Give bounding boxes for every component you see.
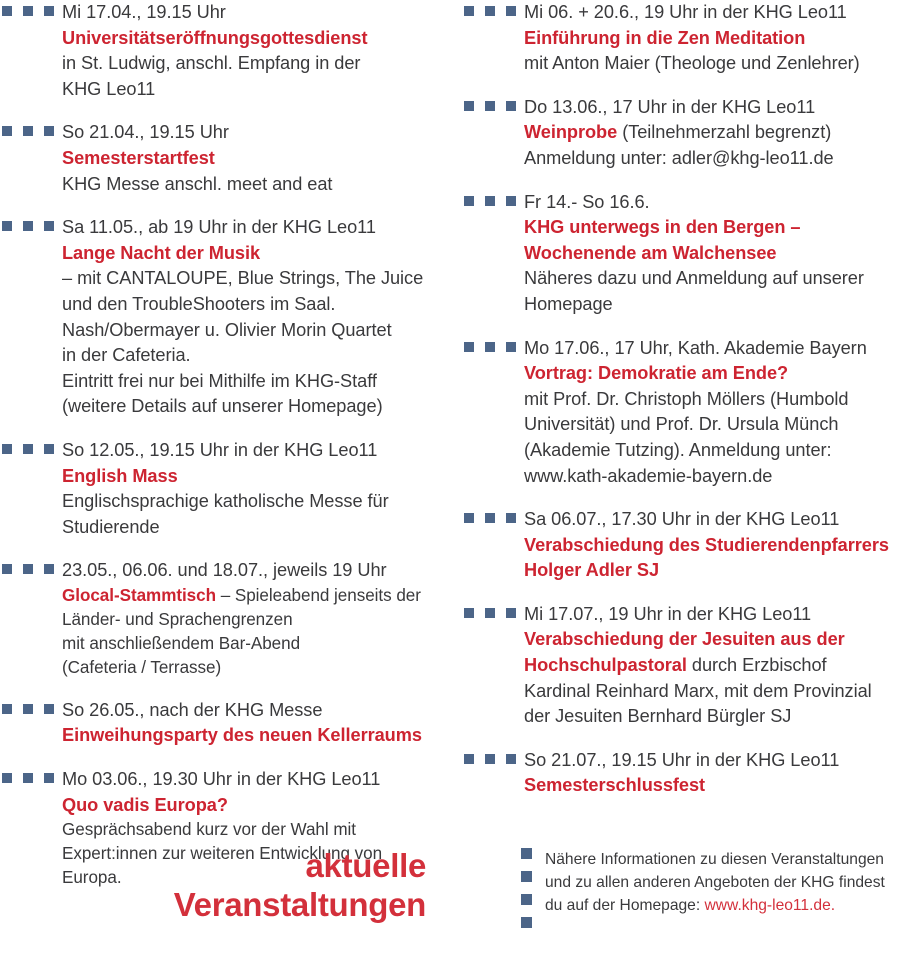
event-datetime: Mi 17.04., 19.15 Uhr bbox=[62, 2, 226, 22]
event-entry bbox=[2, 698, 440, 749]
bullet-squares-icon bbox=[464, 196, 516, 206]
event-detail: (Cafeteria / Terrasse) bbox=[62, 657, 222, 677]
event-title: Quo vadis Europa? bbox=[62, 794, 228, 815]
event-detail: in St. Ludwig, anschl. Empfang in der bbox=[62, 53, 361, 74]
event-entry bbox=[464, 336, 900, 490]
event-detail: und den TroubleShooters im Saal. bbox=[62, 293, 336, 314]
event-datetime: So 21.04., 19.15 Uhr bbox=[62, 122, 229, 143]
event-detail: mit Anton Maier (Theologe und Zenlehrer) bbox=[524, 53, 860, 74]
event-entry bbox=[2, 558, 440, 680]
event-title: Einweihungsparty des neuen Kellerraums bbox=[62, 725, 422, 746]
event-datetime: Mo 17.06., 17 Uhr, Kath. Akademie Bayern bbox=[524, 337, 867, 358]
footer-note bbox=[521, 848, 893, 917]
event-entry bbox=[464, 602, 900, 730]
bullet-squares-icon bbox=[464, 6, 516, 16]
event-datetime: Do 13.06., 17 Uhr in der KHG Leo11 bbox=[524, 96, 816, 117]
event-title: Weinprobe bbox=[524, 122, 618, 143]
bullet-squares-icon bbox=[464, 101, 516, 111]
event-detail: Expert:innen zur weiteren Entwicklung von bbox=[62, 844, 383, 864]
event-datetime: Sa 06.07., 17.30 Uhr in der KHG Leo11 bbox=[524, 509, 840, 530]
event-detail: www.kath-akademie-bayern.de bbox=[524, 465, 773, 486]
bullet-squares-icon bbox=[2, 6, 54, 16]
page-title-line1: aktuelle bbox=[305, 847, 426, 884]
event-entry bbox=[2, 438, 440, 540]
event-detail: mit anschließendem Bar-Abend bbox=[62, 633, 301, 653]
event-detail: Länder- und Sprachengrenzen bbox=[62, 609, 293, 629]
event-detail: Näheres dazu und Anmeldung auf unserer bbox=[524, 268, 864, 289]
bullet-squares-icon bbox=[464, 342, 516, 352]
event-detail: Nash/Obermayer u. Olivier Morin Quartet bbox=[62, 319, 392, 340]
bullet-squares-icon bbox=[464, 608, 516, 618]
page-title bbox=[0, 846, 426, 924]
event-detail: in der Cafeteria. bbox=[62, 345, 191, 366]
bullet-squares-icon bbox=[2, 564, 54, 574]
event-title-suffix: (Teilnehmerzahl begrenzt) bbox=[617, 122, 832, 143]
event-title-row bbox=[524, 120, 900, 146]
event-detail: Europa. bbox=[62, 868, 122, 888]
event-entry bbox=[464, 748, 900, 799]
event-entry bbox=[2, 215, 440, 420]
bullet-squares-icon bbox=[2, 704, 54, 714]
event-detail: Studierende bbox=[62, 516, 160, 537]
bullet-squares-icon bbox=[2, 444, 54, 454]
event-title-line2: Holger Adler SJ bbox=[524, 560, 660, 581]
event-entry bbox=[464, 0, 900, 77]
event-detail: Englischsprachige katholische Messe für bbox=[62, 491, 389, 512]
footer-note-line: und zu allen anderen Angeboten der KHG findest bbox=[545, 874, 885, 891]
events-column-left bbox=[2, 0, 440, 908]
event-title-line2: Wochenende am Walchensee bbox=[524, 242, 777, 263]
event-title: Semesterstartfest bbox=[62, 147, 215, 168]
event-entry bbox=[464, 507, 900, 584]
event-title: Vortrag: Demokratie am Ende? bbox=[524, 363, 789, 384]
bullet-squares-icon bbox=[464, 754, 516, 764]
event-detail: der Jesuiten Bernhard Bürgler SJ bbox=[524, 706, 792, 727]
bullet-squares-icon bbox=[2, 773, 54, 783]
event-detail: Homepage bbox=[524, 293, 613, 314]
event-datetime: Sa 11.05., ab 19 Uhr in der KHG Leo11 bbox=[62, 217, 376, 238]
event-detail: Kardinal Reinhard Marx, mit dem Provinzial bbox=[524, 680, 872, 701]
event-title: Glocal-Stammtisch bbox=[62, 585, 216, 605]
event-detail: Gesprächsabend kurz vor der Wahl mit bbox=[62, 820, 356, 840]
event-title: Universitätseröffnungsgottesdienst bbox=[62, 27, 368, 48]
event-detail: KHG Messe anschl. meet and eat bbox=[62, 173, 333, 194]
footer-note-prefix: du auf der Homepage: bbox=[545, 897, 705, 914]
bullet-squares-icon bbox=[464, 513, 516, 523]
event-datetime: 23.05., 06.06. und 18.07., jeweils 19 Uhr bbox=[62, 560, 387, 581]
event-title: Verabschiedung der Jesuiten aus der bbox=[524, 629, 845, 650]
event-title: Semesterschlussfest bbox=[524, 775, 706, 796]
bullet-squares-vertical-icon bbox=[521, 848, 533, 940]
event-detail: Universität) und Prof. Dr. Ursula Münch bbox=[524, 414, 839, 435]
event-title: Verabschiedung des Studierendenpfarrers bbox=[524, 534, 889, 555]
footer-note-line: Nähere Informationen zu diesen Veranstaltungen bbox=[545, 851, 884, 868]
event-title-suffix: durch Erzbischof bbox=[686, 655, 827, 676]
event-entry bbox=[464, 190, 900, 318]
bullet-squares-icon bbox=[2, 221, 54, 231]
event-entry bbox=[464, 95, 900, 172]
event-detail: (weitere Details auf unserer Homepage) bbox=[62, 396, 383, 417]
event-title: Einführung in die Zen Meditation bbox=[524, 27, 806, 48]
event-detail: Eintritt frei nur bei Mithilfe im KHG-Staff bbox=[62, 370, 377, 391]
event-detail: (Akademie Tutzing). Anmeldung unter: bbox=[524, 439, 832, 460]
event-detail: Anmeldung unter: adler@khg-leo11.de bbox=[524, 147, 834, 168]
event-datetime: Mi 06. + 20.6., 19 Uhr in der KHG Leo11 bbox=[524, 2, 847, 22]
event-entry bbox=[2, 0, 440, 102]
event-title: Lange Nacht der Musik bbox=[62, 242, 261, 263]
event-detail: – mit CANTALOUPE, Blue Strings, The Juice bbox=[62, 268, 424, 289]
event-title: KHG unterwegs in den Bergen – bbox=[524, 217, 801, 238]
event-datetime: Mi 17.07., 19 Uhr in der KHG Leo11 bbox=[524, 603, 812, 624]
event-title: English Mass bbox=[62, 465, 178, 486]
event-title-line2: Hochschulpastoral bbox=[524, 655, 687, 676]
page-title-line2: Veranstaltungen bbox=[173, 886, 426, 923]
event-datetime: So 12.05., 19.15 Uhr in der KHG Leo11 bbox=[62, 439, 378, 460]
bullet-squares-icon bbox=[2, 126, 54, 136]
event-datetime: Fr 14.- So 16.6. bbox=[524, 191, 650, 212]
event-datetime: So 21.07., 19.15 Uhr in der KHG Leo11 bbox=[524, 749, 840, 770]
event-title-row-2 bbox=[524, 653, 900, 679]
event-entry bbox=[2, 120, 440, 197]
footer-note-line-3 bbox=[545, 894, 893, 917]
events-column-right bbox=[464, 0, 900, 817]
event-detail: mit Prof. Dr. Christoph Möllers (Humbold bbox=[524, 388, 849, 409]
event-datetime: Mo 03.06., 19.30 Uhr in der KHG Leo11 bbox=[62, 769, 381, 790]
event-title-suffix: – Spieleabend jenseits der bbox=[216, 585, 421, 605]
event-datetime: So 26.05., nach der KHG Messe bbox=[62, 699, 323, 720]
homepage-link[interactable]: www.khg-leo11.de. bbox=[704, 897, 836, 914]
event-title-row bbox=[62, 584, 440, 608]
event-detail: KHG Leo11 bbox=[62, 78, 156, 99]
